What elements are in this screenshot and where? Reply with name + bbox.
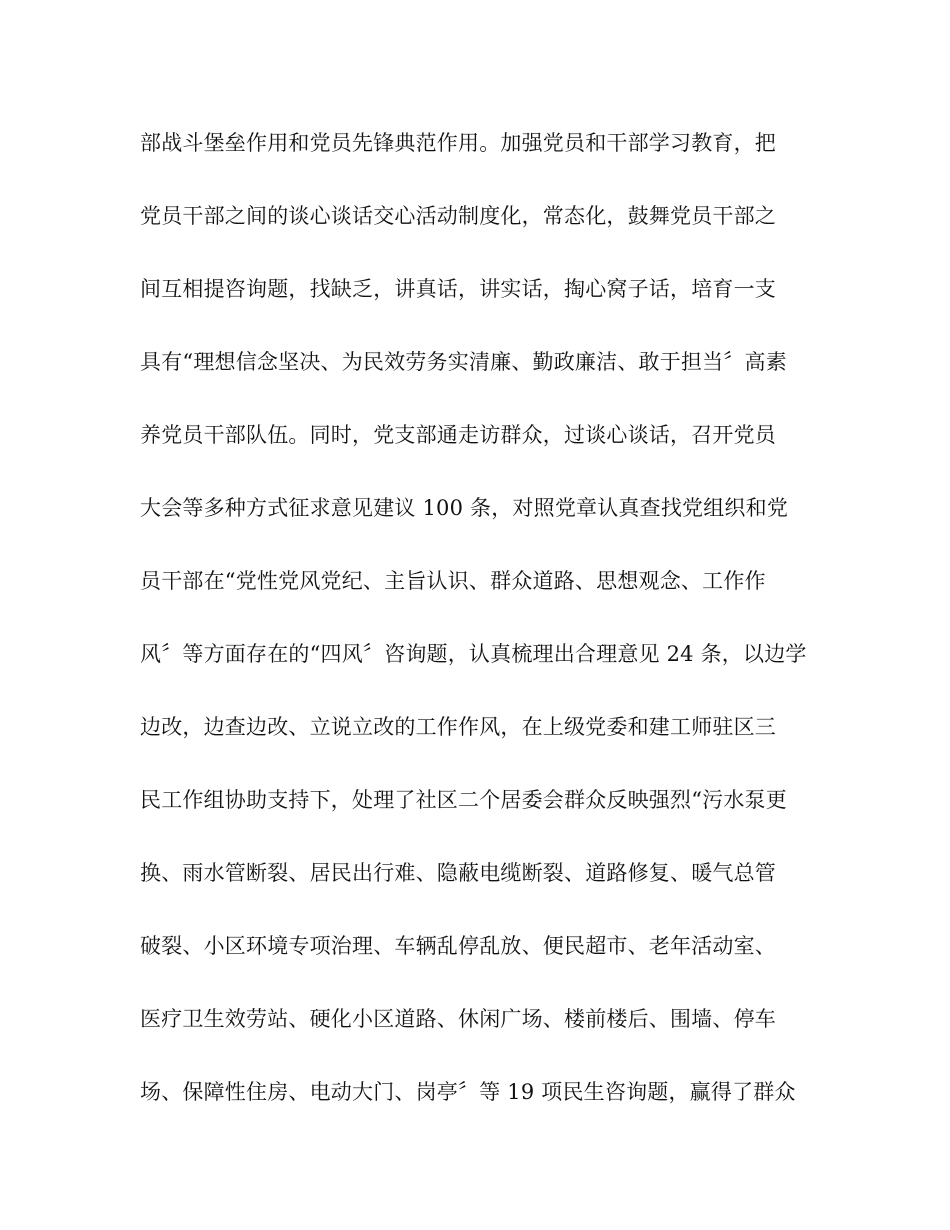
body-text-line: 养党员干部队伍。同时，党支部通走访群众，过谈心谈话，召开党员 [140,423,776,447]
body-text-line: 大会等多种方式征求意见建议 100 条，对照党章认真查找党组织和党 [140,496,789,520]
body-text-line: 党员干部之间的谈心谈话交心活动制度化，常态化，鼓舞党员干部之 [140,204,776,228]
body-text-line: 员干部在“党性党风党纪、主旨认识、群众道路、思想观念、工作作 [140,569,766,593]
body-text-line: 破裂、小区环境专项治理、车辆乱停乱放、便民超市、老年活动室、 [140,934,776,958]
body-text-line: 民工作组协助支持下，处理了社区二个居委会群众反映强烈“污水泵更 [140,788,787,812]
body-text-line: 医疗卫生效劳站、硬化小区道路、休闲广场、楼前楼后、围墙、停车 [140,1007,776,1031]
body-text-line: 边改，边查边改、立说立改的工作作风，在上级党委和建工师驻区三 [140,715,776,739]
body-text-line: 换、雨水管断裂、居民出行难、隐蔽电缆断裂、道路修复、暖气总管 [140,861,776,885]
body-text-line: 具有“理想信念坚决、为民效劳务实清廉、勤政廉洁、敢于担当〞高素 [140,350,787,374]
body-text-line: 部战斗堡垒作用和党员先锋典范作用。加强党员和干部学习教育，把 [140,131,776,155]
body-text-line: 风〞等方面存在的“四风〞咨询题，认真梳理出合理意见 24 条，以边学 [140,642,807,666]
body-text-line: 场、保障性住房、电动大门、岗亭〞等 19 项民生咨询题，赢得了群众 [140,1080,796,1104]
body-text-line: 间互相提咨询题，找缺乏，讲真话，讲实话，掏心窝子话，培育一支 [140,277,776,301]
